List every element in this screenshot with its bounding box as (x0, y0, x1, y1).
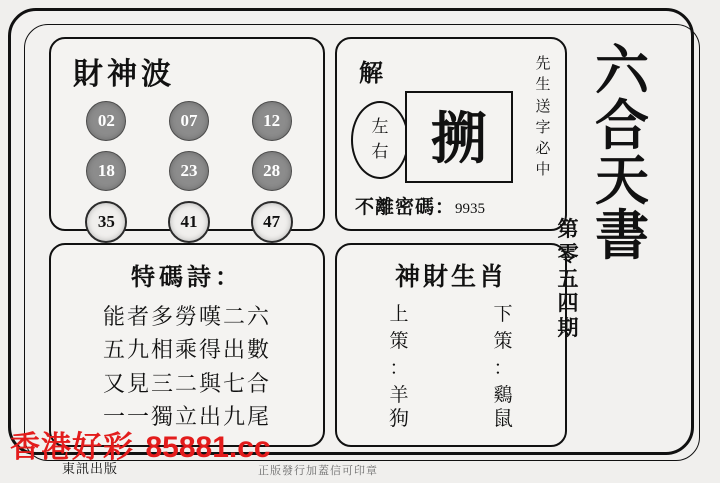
issue-char: 五 (557, 265, 579, 291)
publication-title (579, 38, 665, 268)
poem-heading: 特碼詩： (131, 262, 243, 291)
left-char: 左 (371, 116, 389, 137)
solve-label: 解 (359, 58, 383, 87)
solve-panel (335, 37, 567, 231)
zodiac-col-char: 策 (389, 329, 409, 352)
zodiac-col-char: ： (493, 356, 513, 379)
vertical-title-block (551, 39, 669, 439)
outer-border-frame (8, 8, 694, 455)
ball: 35 (85, 201, 127, 243)
publisher-label: 東訊出版 (62, 462, 119, 477)
left-right-circle (351, 101, 409, 179)
side-slogan-char: 必 (535, 139, 551, 158)
site-watermark (10, 422, 271, 466)
side-slogan-char: 字 (535, 117, 551, 136)
ball-grid (65, 101, 313, 243)
ball: 12 (252, 101, 292, 141)
poem-panel (49, 243, 325, 447)
ball: 28 (252, 151, 292, 191)
ball: 02 (86, 101, 126, 141)
title-char: 六 (595, 38, 649, 102)
zodiac-column-upper (370, 301, 428, 409)
ball: 23 (169, 151, 209, 191)
side-slogan-char: 送 (535, 96, 551, 115)
poem-lines (51, 301, 323, 435)
issue-char: 零 (557, 240, 579, 266)
balls-panel-heading: 財神波 (73, 57, 175, 92)
ball: 07 (169, 101, 209, 141)
side-slogan-char: 生 (535, 75, 551, 94)
title-char: 合 (595, 93, 649, 158)
poem-line: 五九相乘得出數 (102, 338, 271, 364)
zodiac-columns (337, 301, 565, 409)
ball: 47 (251, 201, 293, 243)
title-char: 天 (595, 148, 649, 213)
secret-code-value: 9935 (455, 201, 486, 217)
issue-char: 第 (557, 216, 579, 241)
watermark-url: 85881.cc (145, 431, 271, 464)
poem-line: 能者多勞嘆二六 (102, 305, 271, 330)
footnote-text: 正版發行加蓋信可印章 (258, 464, 378, 477)
zodiac-column-lower (474, 301, 532, 409)
issue-number (553, 217, 583, 341)
zodiac-col-char: 鷄 (493, 383, 513, 406)
big-hint-character: 搠 (405, 91, 513, 183)
poem-line: 又見三二與七合 (102, 371, 271, 397)
secret-code (355, 192, 485, 219)
zodiac-col-char: 下 (493, 303, 513, 325)
zodiac-panel (335, 243, 567, 447)
zodiac-col-char: 羊 (389, 383, 409, 406)
zodiac-bottom-row (337, 402, 565, 431)
zodiac-heading: 神財生肖 (394, 262, 507, 291)
poem-line: 一一獨立出九尾 (102, 405, 271, 431)
zodiac-col-char: ： (389, 356, 409, 379)
right-char: 右 (371, 142, 389, 162)
ball: 41 (168, 201, 210, 243)
ball: 18 (86, 151, 126, 191)
title-char: 書 (595, 203, 649, 268)
balls-panel (49, 37, 325, 231)
zodiac-col-char: 上 (389, 303, 409, 325)
side-slogan-char: 先 (535, 54, 551, 72)
zodiac-bottom-char: 鼠 (493, 406, 513, 430)
issue-char: 期 (557, 315, 579, 341)
secret-code-label: 不離密碼： (355, 196, 456, 218)
watermark-text: 香港好彩 (10, 430, 134, 465)
zodiac-bottom-char: 狗 (389, 406, 409, 430)
zodiac-col-char: 策 (493, 329, 513, 352)
issue-char: 四 (557, 290, 579, 316)
side-slogan-char: 中 (535, 160, 551, 179)
